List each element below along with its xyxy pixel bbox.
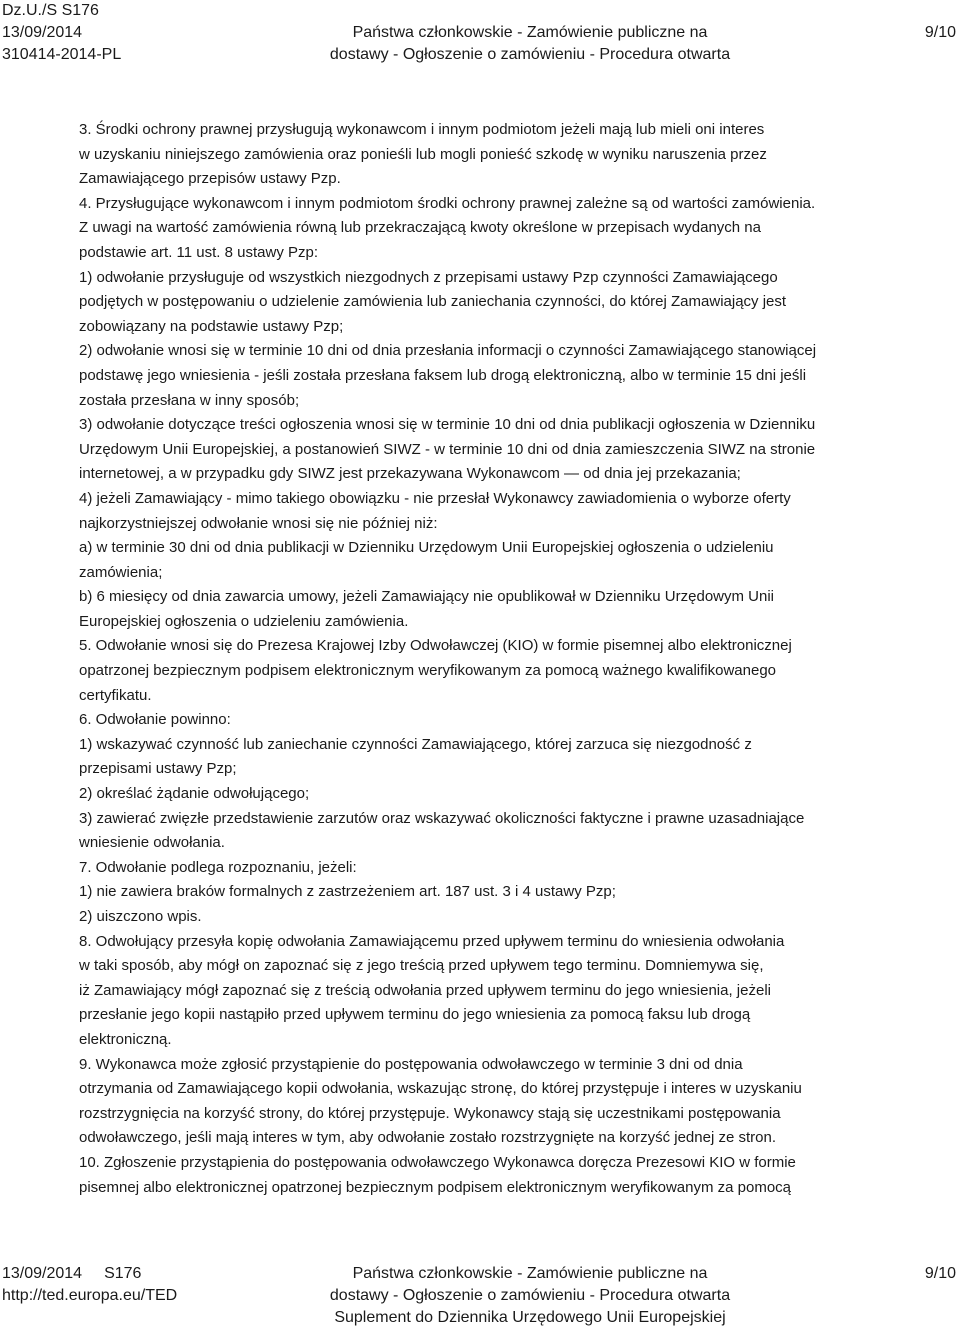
header-center (300, 0, 760, 66)
body-line: 5. Odwołanie wnosi się do Prezesa Krajowej Izby Odwoławczej (KIO) w formie pisemnej albo elektronicznej (79, 637, 792, 655)
body-line: pisemnej albo elektronicznej opatrzonej bezpiecznym podpisem elektronicznym weryfikowanym za pomocą (79, 1178, 792, 1196)
body-line: rozstrzygnięcia na korzyść strony, do której przystępuje. Wykonawcy stają się uczestnikami postępowania (79, 1104, 781, 1122)
body-line: internetowej, a w przypadku gdy SIWZ jest przekazywana Wykonawcom — od dnia jej przekazania; (79, 465, 741, 483)
footer-url[interactable]: http://ted.europa.eu/TED (2, 1287, 178, 1304)
body-line: 7. Odwołanie podlega rozpoznaniu, jeżeli: (79, 858, 357, 876)
body-line: zamówienia; (79, 563, 163, 581)
body-line: podstawę jego wniesienia - jeśli została przesłana faksem lub drogą elektroniczną, albo w terminie 15 dni jeśli (79, 366, 807, 384)
body-line: 2) odwołanie wnosi się w terminie 10 dni od dnia przesłania informacji o czynności Zamawiającego stanowiącej (79, 342, 817, 360)
header-center-line-2: Państwa członkowskie - Zamówienie publiczne na (352, 24, 708, 41)
body-line: podjętych w postępowaniu o udzielenie zamówienia lub zaniechania czynności, do której Zamawiający jest (79, 293, 787, 311)
body-line: wniesienie odwołania. (79, 834, 225, 852)
header-left (2, 0, 121, 66)
body-line: 1) nie zawiera braków formalnych z zastrzeżeniem art. 187 ust. 3 i 4 ustawy Pzp; (79, 883, 616, 901)
journal-reference: Dz.U./S S176 (2, 2, 99, 19)
footer-date: 13/09/2014 (2, 1265, 83, 1282)
body-line: 3. Środki ochrony prawnej przysługują wykonawcom i innym podmiotom jeżeli mają lub mieli oni interes (79, 121, 765, 138)
body-line: a) w terminie 30 dni od dnia publikacji w Dzienniku Urzędowym Unii Europejskiej ogłoszenia o udzieleniu (79, 539, 774, 557)
footer-center (300, 1263, 760, 1329)
body-line: certyfikatu. (79, 686, 152, 704)
body-line: 3) zawierać zwięzłe przedstawienie zarzutów oraz wskazywać okoliczności faktyczne i prawne uzasadniające (79, 809, 805, 827)
body-line: w uzyskaniu niniejszego zamówienia oraz ponieśli lub mogli ponieść szkodę w wyniku naruszenia przez (79, 145, 767, 163)
header-center-line-3: dostawy - Ogłoszenie o zamówieniu - Procedura otwarta (329, 46, 731, 63)
body-line: opatrzonej bezpiecznym podpisem elektronicznym weryfikowanym za pomocą ważnego kwalifikowanego (79, 662, 777, 680)
body-line: Europejskiej ogłoszenia o udzieleniu zamówienia. (79, 612, 409, 630)
body-line: 3) odwołanie dotyczące treści ogłoszenia wnosi się w terminie 10 dni od dnia publikacji ogłoszenia w Dzienniku (79, 416, 816, 434)
header-right-line-1 (925, 0, 956, 22)
header-right-line-3 (925, 44, 956, 66)
body-line: elektroniczną. (79, 1030, 172, 1048)
body-line: 1) odwołanie przysługuje od wszystkich niezgodnych z przepisami ustawy Pzp czynności Zamawiającego (79, 268, 778, 286)
body-line: w taki sposób, aby mógł on zapoznać się z jego treścią przed upływem tego terminu. Domniemywa się, (79, 957, 764, 975)
body-line: Urzędowym Unii Europejskiej, a postanowień SIWZ - w terminie 10 dni od dnia zamieszczenia SIWZ na stronie (79, 440, 816, 458)
body-line: otrzymania od Zamawiającego kopii odwołania, wskazując stronę, do której przystępuje i interes w uzyskaniu (79, 1080, 802, 1098)
footer-center-line-1: Państwa członkowskie - Zamówienie publiczne na (352, 1265, 708, 1282)
header-center-line-1 (300, 0, 760, 22)
body-line: 9. Wykonawca może zgłosić przystąpienie do postępowania odwoławczego w terminie 3 dni od dnia (79, 1055, 743, 1073)
header-right (925, 0, 956, 66)
body-line: podstawie art. 11 ust. 8 ustawy Pzp: (79, 243, 319, 261)
footer-center-line-3: Suplement do Dziennika Urzędowego Unii Europejskiej (334, 1309, 726, 1326)
footer-left (2, 1263, 177, 1307)
document-body (79, 118, 949, 1200)
body-line: najkorzystniejszej odwołanie wnosi się nie później niż: (79, 514, 438, 532)
body-line: 4) jeżeli Zamawiający - mimo takiego obowiązku - nie przesłał Wykonawcy zawiadomienia o wyborze oferty (79, 489, 791, 507)
body-line: 1) wskazywać czynność lub zaniechanie czynności Zamawiającego, której zarzuca się niezgodność z (79, 735, 752, 753)
publication-date: 13/09/2014 (2, 24, 83, 41)
body-line: 4. Przysługujące wykonawcom i innym podmiotom środki ochrony prawnej zależne są od wartości zamówienia. (79, 194, 816, 212)
body-line: odwoławczego, jeśli mają interes w tym, aby odwołanie zostało rozstrzygnięte na korzyść jednej ze stron. (79, 1129, 776, 1147)
body-line: b) 6 miesięcy od dnia zawarcia umowy, jeżeli Zamawiający nie opublikował w Dzienniku Urzędowym Unii (79, 588, 774, 606)
footer-issue: S176 (104, 1265, 142, 1282)
body-line: została przesłana w inny sposób; (79, 391, 300, 409)
body-line: przepisami ustawy Pzp; (79, 760, 237, 778)
body-line: 6. Odwołanie powinno: (79, 711, 231, 729)
body-line: 2) określać żądanie odwołującego; (79, 785, 310, 803)
footer-right (925, 1263, 956, 1285)
body-line: 8. Odwołujący przesyła kopię odwołania Zamawiającemu przed upływem terminu do wniesienia odwołania (79, 932, 785, 950)
footer-date-issue (2, 1263, 177, 1285)
body-line: Z uwagi na wartość zamówienia równą lub przekraczającą kwoty określone w przepisach wydanych na (79, 219, 761, 237)
page-number: 9/10 (924, 24, 956, 41)
footer-center-line-2: dostawy - Ogłoszenie o zamówieniu - Procedura otwarta (329, 1287, 731, 1304)
notice-number: 310414-2014-PL (2, 46, 122, 63)
body-line: zobowiązany na podstawie ustawy Pzp; (79, 317, 344, 335)
body-line: przesłanie jego kopii nastąpiło przed upływem terminu do jego wniesienia za pomocą faksu lub drogą (79, 1006, 751, 1024)
body-line: 2) uiszczono wpis. (79, 908, 202, 925)
body-line: 10. Zgłoszenie przystąpienia do postępowania odwoławczego Wykonawca doręcza Prezesowi KIO w formie (79, 1153, 796, 1171)
body-line: Zamawiającego przepisów ustawy Pzp. (79, 170, 341, 188)
body-line: iż Zamawiający mógł zapoznać się z treścią odwołania przed upływem terminu do jego wniesienia, jeżeli (79, 981, 771, 999)
footer-page-number: 9/10 (924, 1265, 956, 1282)
